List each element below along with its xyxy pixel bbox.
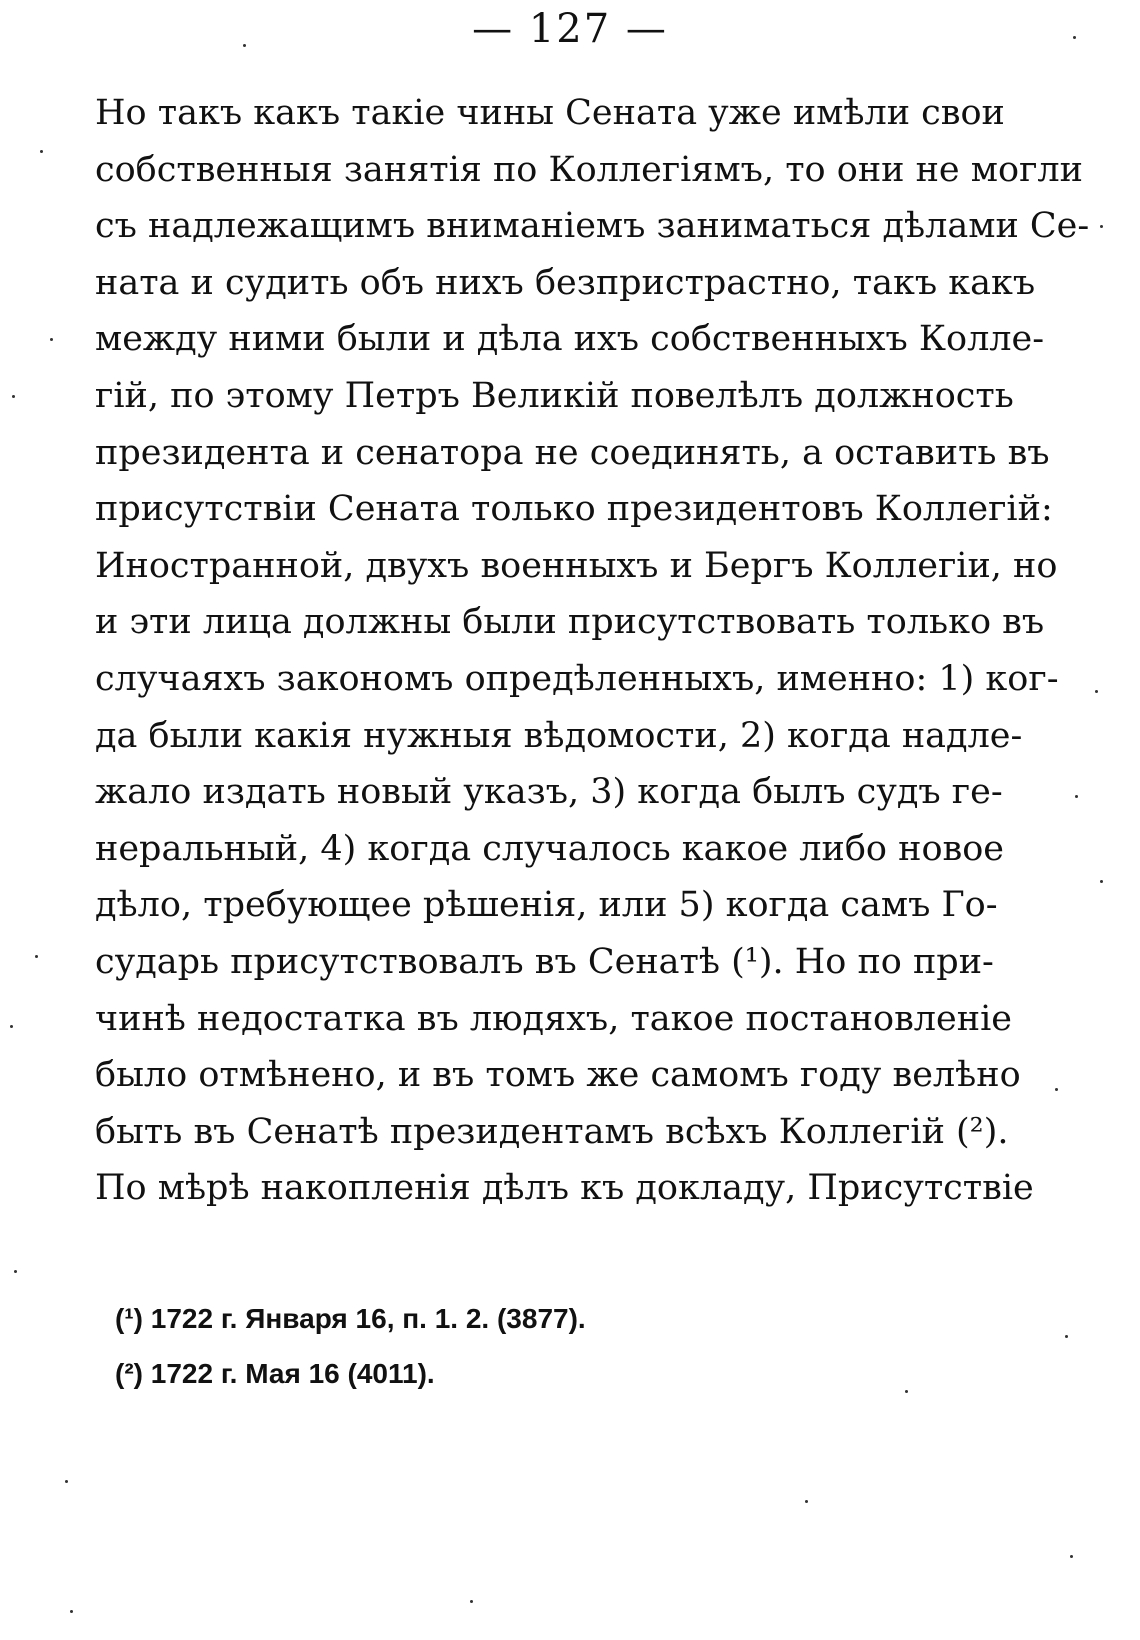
text-line: ната и судить объ нихъ безпристрастно, такъ какъ [95, 262, 1036, 303]
text-line: съ надлежащимъ вниманіемъ заниматься дѣлами Се- [95, 206, 1090, 247]
text-line: сударь присутствовалъ въ Сенатѣ (¹). Но по при- [95, 941, 994, 982]
text-line: чинѣ недостатка въ людяхъ, такое постановленіе [95, 998, 1012, 1039]
footnote: (¹) 1722 г. Января 16, п. 1. 2. (3877). [115, 1303, 586, 1334]
scan-speck [1073, 36, 1076, 39]
text-line: дѣло, требующее рѣшенія, или 5) когда самъ Го- [95, 885, 998, 926]
scan-speck [1055, 1088, 1058, 1091]
scan-speck [1070, 1555, 1073, 1558]
text-line: было отмѣнено, и въ томъ же самомъ году велѣно [95, 1055, 1021, 1096]
text-line: быть въ Сенатѣ президентамъ всѣхъ Коллегій (²). [95, 1111, 1009, 1152]
page-number: — 127 — [472, 6, 668, 52]
body-text [95, 92, 1090, 1224]
scan-speck [1100, 880, 1103, 883]
text-line: да были какія нужныя вѣдомости, 2) когда надле- [95, 715, 1023, 756]
scan-speck [905, 1390, 908, 1393]
text-line: между ними были и дѣла ихъ собственныхъ Колле- [95, 319, 1045, 360]
scan-speck [1065, 1335, 1068, 1338]
text-line: Иностранной, двухъ военныхъ и Бергъ Коллегіи, но [95, 545, 1058, 586]
scan-speck [14, 1270, 17, 1273]
scan-speck [243, 44, 246, 47]
scan-speck [470, 1600, 473, 1603]
text-line: гій, по этому Петръ Великій повелѣлъ должность [95, 375, 1014, 416]
text-line: и эти лица должны были присутствовать только въ [95, 602, 1045, 643]
footnote: (²) 1722 г. Мая 16 (4011). [115, 1358, 435, 1389]
scan-speck [1095, 690, 1098, 693]
scan-speck [10, 1025, 13, 1028]
text-line: жало издать новый указъ, 3) когда былъ судъ ге- [95, 772, 1003, 813]
text-line: присутствіи Сената только президентовъ Коллегій: [95, 489, 1053, 530]
scan-speck [1075, 795, 1078, 798]
scan-speck [805, 1500, 808, 1503]
text-line: президента и сенатора не соединять, а оставить въ [95, 432, 1050, 473]
scan-speck [40, 150, 43, 153]
scan-speck [1100, 225, 1103, 228]
scan-speck [70, 1610, 73, 1613]
text-line: Но такъ какъ такіе чины Сената уже имѣли свои [95, 93, 1005, 133]
scan-speck [50, 338, 53, 341]
scan-speck [65, 1480, 68, 1483]
text-line: случаяхъ закономъ опредѣленныхъ, именно: 1) ког- [95, 658, 1059, 699]
scan-speck [12, 395, 15, 398]
text-line: По мѣрѣ накопленія дѣлъ къ докладу, Присутствіе [95, 1168, 1034, 1209]
text-line: собственныя занятія по Коллегіямъ, то они не могли [95, 149, 1083, 190]
text-line: неральный, 4) когда случалось какое либо новое [95, 828, 1005, 869]
scan-speck [35, 955, 38, 958]
footnotes [115, 1302, 815, 1412]
